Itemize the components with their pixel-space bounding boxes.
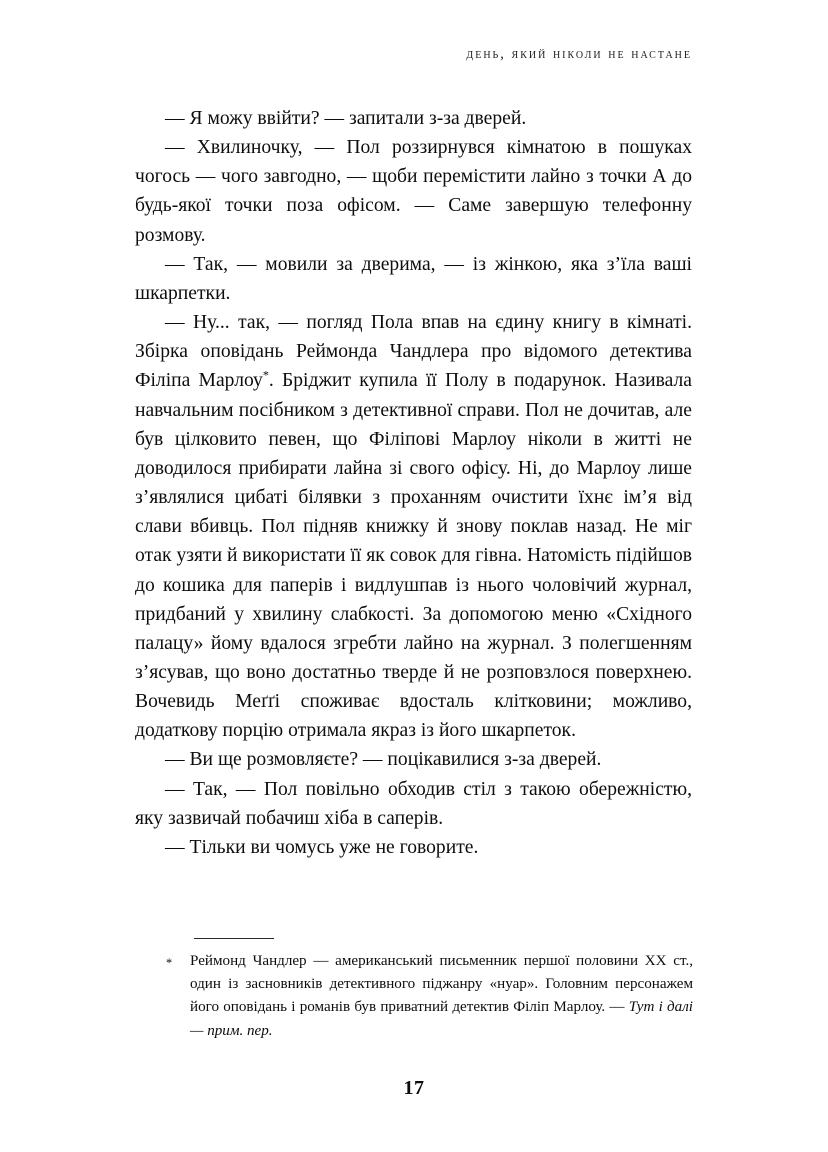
paragraph-dialogue-3: — Так, — мовили за дверима, — із жінкою, яка з’їла ваші шкарпетки.: [135, 253, 692, 304]
paragraph-narrative-main: [135, 308, 692, 745]
paragraph-dialogue-4: — Ви ще розмовляєте? — поцікавилися з-за дверей.: [165, 749, 602, 771]
page-number: 17: [403, 1077, 425, 1099]
footnote-area: [166, 938, 693, 1043]
footnote-translator-note: Тут і далі — прим. пер.: [190, 999, 693, 1039]
paragraph-dialogue-5: — Так, — Пол повільно обходив стіл з такою обережністю, яку зазвичай побачиш хіба в саперів.: [135, 778, 692, 829]
paragraph-narrative-part-1: — Ну... так, — погляд Пола впав на єдину книгу в кімнаті. Збірка оповідань Реймонда Чандлера про відомого детектива Філіпа Марлоу: [135, 312, 692, 392]
paragraph-dialogue-2: — Хвилиночку, — Пол роззирнувся кімнатою в пошуках чогось — чого завгодно, — щоби перемістити лайно з точки А до будь-якої точки поза офісом. — Саме завершую телефонну розмову.: [135, 137, 692, 246]
paragraph-dialogue-1: — Я можу ввійти? — запитали з-за дверей.: [165, 108, 527, 129]
paragraph-dialogue-6: — Тільки ви чомусь уже не говорите.: [165, 836, 479, 858]
running-head: день, який ніколи не настане: [466, 46, 692, 62]
footnote-text: Реймонд Чандлер — американський письменник першої половини XX ст., один із засновників детективного піджанру «нуар». Головним персонажем його оповідань і романів був приватний детектив Філіп Марлоу. —: [190, 953, 693, 1016]
footnote-marker: *: [166, 956, 173, 971]
paragraph-narrative-part-2: . Бріджит купила її Полу в подарунок. Називала навчальним посібником з детективної справи. Пол не дочитав, але був цілковито певен, що Філіпові Марлоу ніколи в житті не доводилося прибирати лайна зі свого офісу. Ні, до Марлоу лише з’являлися цибаті білявки з проханням очистити їхнє ім’я від слави вбивць. Пол підняв книжку й знову поклав назад. Не міг отак узяти й використати її як совок для гівна. Натомість підійшов до кошика для паперів і видлушпав із нього чоловічий журнал, придбаний у хвилину слабкості. За допомогою меню «Східного палацу» йому вдалося згребти лайно на журнал. З полегшенням з’ясував, що воно достатньо тверде й не розповзлося поверхнею. Вочевидь Меґґі споживає вдосталь клітковини; можливо, додаткову порцію отримала якраз із його шкарпеток.: [135, 370, 693, 742]
footnote-text-wrapper: [190, 950, 693, 1043]
footnote-separator-rule: [194, 938, 274, 939]
body-text-block: [135, 104, 692, 862]
footnote-reference-marker[interactable]: *: [262, 369, 269, 384]
footnote-entry: [166, 950, 693, 1043]
